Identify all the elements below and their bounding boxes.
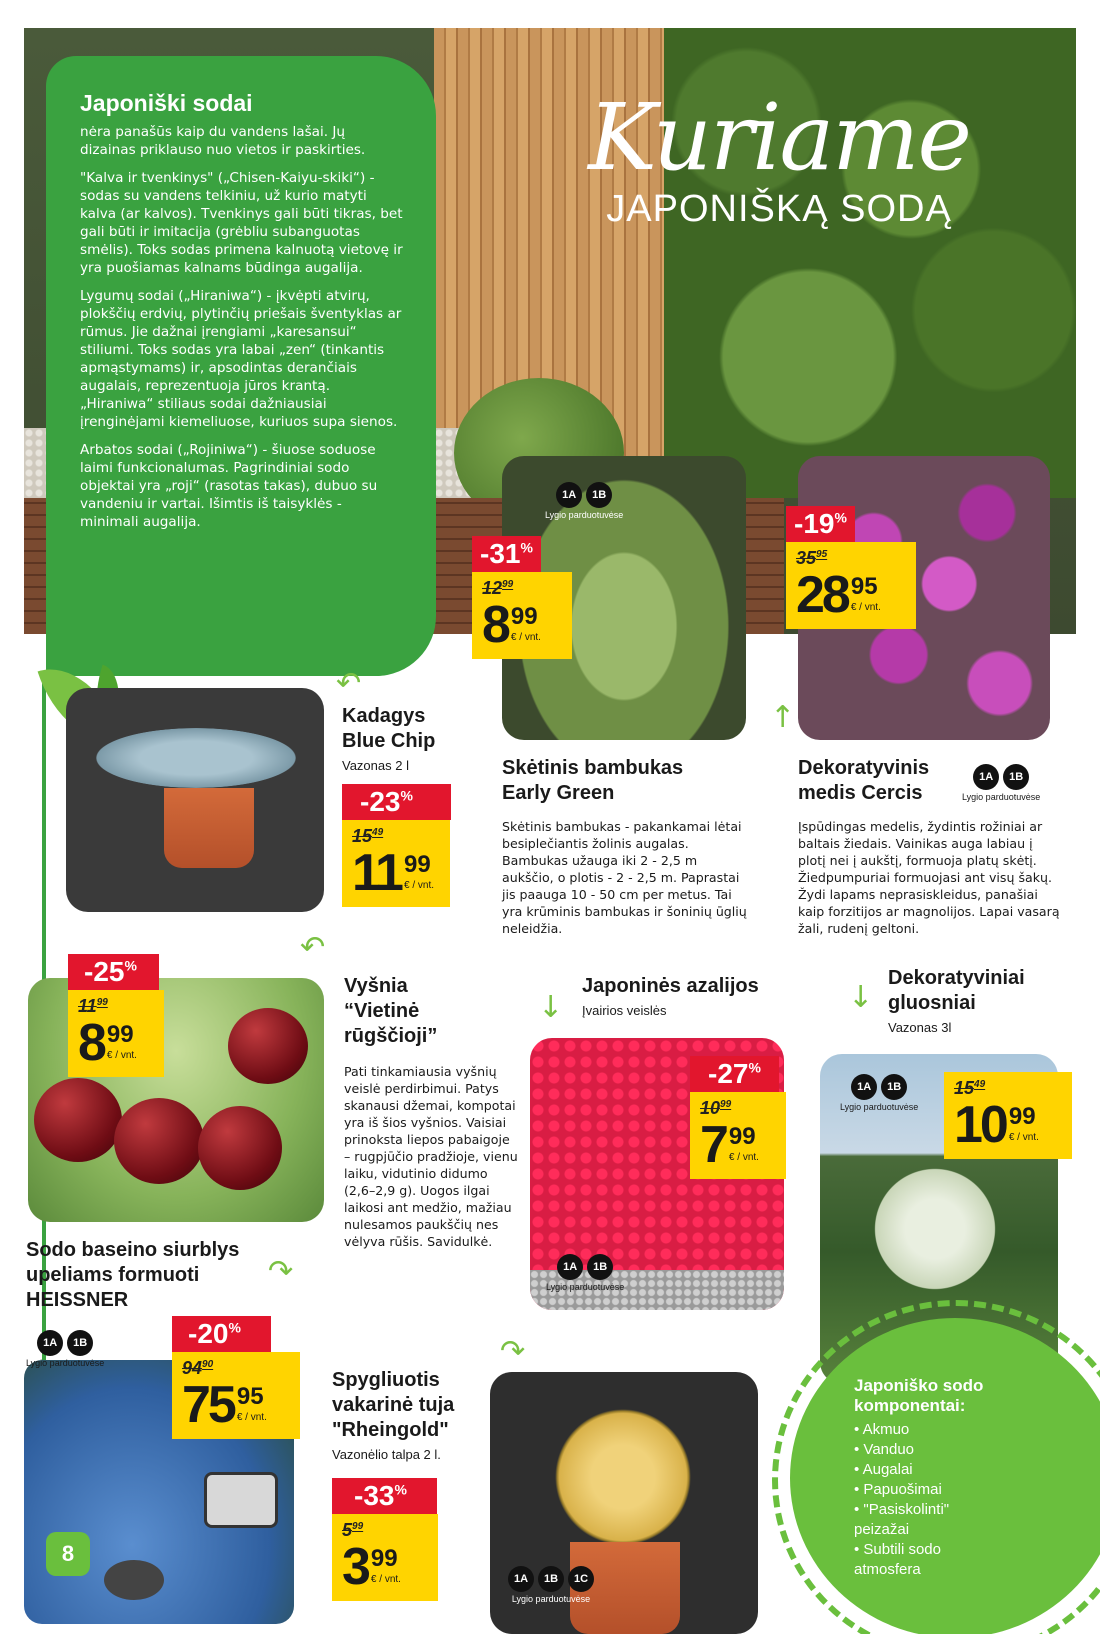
level-1a-icon: 1A [851, 1074, 877, 1100]
level-1a-icon: 1A [37, 1330, 63, 1356]
juniper-shrub [96, 728, 296, 788]
price-tag [172, 1316, 300, 1439]
components-title: Japoniško sodo komponentai: [854, 1376, 984, 1415]
old-price: $15^{49}$ [352, 826, 384, 846]
intro-paragraph: nėra panašūs kaip du vandens lašai. Jų dizainas priklauso nuo vietos ir paskirties. [80, 124, 366, 158]
price-tag [342, 784, 451, 907]
price-tag [332, 1478, 438, 1601]
product-name: Dekoratyviniai gluosniai [888, 967, 1025, 1014]
arrow-icon: ↷ [268, 1254, 294, 1289]
level-caption: Lygio parduotuvėse [26, 1358, 105, 1368]
product-description: Pati tinkamiausia vyšnių veislė perdirbimui. Patys skanausi džemai, kompotai yra iš šios vyšnios. Vaisiai prinoksta liepos pabaigoje – rugpjūčio pradžioje, vienu laiku, vidutinio didumo (2,6–2,9 g). Uogos ilgai laikosi ant medžio, mažiau nulesamos paukščių nes vėlyva rūšis. Savidulkė. [344, 1064, 518, 1249]
arrow-icon: ↓ [538, 990, 564, 1025]
old-price: $11^{99}$ [78, 996, 108, 1016]
level-1c-icon: 1C [568, 1566, 594, 1592]
new-price: 8 99 € / vnt. [482, 596, 541, 654]
list-item: • "Pasiskolinti" peizažai [854, 1500, 974, 1540]
level-1b-icon: 1B [881, 1074, 907, 1100]
store-level-badge [546, 1254, 624, 1292]
store-level-badge [545, 482, 623, 520]
list-item: • Subtili sodo atmosfera [854, 1540, 974, 1580]
product-willow [888, 966, 1025, 1035]
product-pump [26, 1238, 239, 1313]
store-level-badge [840, 1074, 918, 1112]
kadagys-photo [66, 688, 324, 912]
price-tag [944, 1072, 1072, 1159]
level-1a-icon: 1A [557, 1254, 583, 1280]
level-caption: Lygio parduotuvėse [546, 1282, 625, 1292]
page-number: 8 [46, 1532, 90, 1576]
new-price: 75 95 € / vnt. [182, 1376, 267, 1434]
store-level-badge [962, 764, 1040, 802]
list-item: • Vanduo [854, 1440, 1100, 1460]
hero-subtitle: JAPONIŠKĄ SODĄ [606, 188, 952, 230]
level-1b-icon: 1B [538, 1566, 564, 1592]
cherry-fruit [198, 1106, 282, 1190]
price-tag [786, 506, 916, 629]
cherry-fruit [114, 1098, 204, 1184]
product-name: Spygliuotis vakarinė tuja "Rheingold" [332, 1369, 455, 1441]
intro-panel [46, 56, 436, 676]
new-price: 3 99 € / vnt. [342, 1538, 401, 1596]
willow-tree [860, 1164, 1010, 1294]
product-description: Įspūdingas medelis, žydintis rožiniai ar baltais žiedais. Vainikas auga labiau į plotį nei į aukštį, formuoja platų skėtį. Žiedpumpuriai formuojasi ant visų šakų. Žydi lapams neprasiskleidus, panašiai kaip forzitijos ar magnolijos. Lapai vasarą žali, rudenį geltoni. [798, 819, 1060, 936]
old-price: $94^{90}$ [182, 1358, 214, 1378]
new-price: 8 99 € / vnt. [78, 1014, 137, 1072]
flower-pot [164, 788, 254, 868]
pump-device [104, 1560, 164, 1600]
price-tag [68, 954, 164, 1077]
arrow-icon: ↶ [336, 666, 362, 701]
new-price: 7 99 € / vnt. [700, 1116, 759, 1174]
product-name: Kadagys Blue Chip [342, 705, 436, 752]
new-price: 11 99 € / vnt. [352, 844, 434, 902]
level-1b-icon: 1B [67, 1330, 93, 1356]
old-price: $5^{99}$ [342, 1520, 364, 1540]
hero-script-title: Kuriame [588, 84, 970, 191]
product-subtitle: Įvairios veislės [582, 1003, 667, 1018]
discount-badge: -27% [690, 1056, 779, 1092]
product-kadagys [342, 704, 435, 773]
level-caption: Lygio parduotuvėse [545, 510, 624, 520]
product-bamboo [502, 756, 752, 937]
product-name: Dekoratyvinis medis Cercis [798, 757, 930, 804]
discount-badge: -19% [786, 506, 855, 542]
new-price: 10 99 € / vnt. [954, 1096, 1039, 1154]
intro-paragraph: Lygumų sodai („Hiraniwa“) - įkvėpti atvirų, plokščių erdvių, plytinčių priešais šventyklas ar rūmus. Jie dažnai įrengiami „karesansui“ stiliumi. Toks sodas yra labai „zen“ (tinkantis apmąstymams) ir, apsodintas derančiais augalais, reprezentuoja jūros krantą. „Hiraniwa“ stiliaus sodai dažniausiai įrenginėjami kiemeliuose, kuriuos supa sienos. [80, 288, 402, 430]
discount-badge: -31% [472, 536, 541, 572]
intro-paragraph: "Kalva ir tvenkinys" („Chisen-Kaiyu-skiki“) - sodas su vandens telkiniu, už kurio matyti kalva (ar kalvos). Tvenkinys gali būti tikras, bet gali būti ir imitacija (grėbliu subanguotas smėlis). Toks sodas primena kalnuotą vietovę ir yra puošiamas kalnams būdinga augalija. [80, 170, 403, 276]
level-caption: Lygio parduotuvėse [840, 1102, 919, 1112]
price-tag [472, 536, 572, 659]
list-item: • Augalai [854, 1460, 1100, 1480]
components-list [854, 1420, 1100, 1580]
pump-device [204, 1472, 278, 1528]
product-name: Sodo baseino siurblys upeliams formuoti HEISSNER [26, 1239, 240, 1311]
product-name: Vyšnia “Vietinė rūgščioji” [344, 975, 438, 1047]
level-caption: Lygio parduotuvėse [962, 792, 1041, 802]
components-bubble [790, 1318, 1100, 1634]
product-subtitle: Vazonėlio talpa 2 l. [332, 1447, 441, 1462]
level-1b-icon: 1B [587, 1254, 613, 1280]
intro-title: Japoniški sodai [80, 90, 253, 116]
hero-heading [588, 84, 970, 231]
product-subtitle: Vazonas 2 l [342, 758, 409, 773]
product-azalea [582, 974, 759, 1018]
arrow-icon: ↶ [300, 930, 326, 965]
old-price: $35^{95}$ [796, 548, 828, 568]
level-1b-icon: 1B [1003, 764, 1029, 790]
list-item: • Papuošimai [854, 1480, 1100, 1500]
store-level-badge [508, 1566, 594, 1604]
new-price: 28 95 € / vnt. [796, 566, 881, 624]
cherry-fruit [34, 1078, 122, 1162]
old-price: $15^{49}$ [954, 1078, 986, 1098]
cherry-fruit [228, 1008, 308, 1084]
old-price: $10^{99}$ [700, 1098, 732, 1118]
level-1a-icon: 1A [973, 764, 999, 790]
level-1b-icon: 1B [586, 482, 612, 508]
discount-badge: -25% [68, 954, 159, 990]
store-level-badge [26, 1330, 104, 1368]
discount-badge: -23% [342, 784, 451, 820]
product-subtitle: Vazonas 3l [888, 1020, 952, 1035]
old-price: $12^{99}$ [482, 578, 514, 598]
arrow-icon: ↷ [500, 1334, 526, 1369]
discount-badge: -33% [332, 1478, 437, 1514]
product-name: Japoninės azalijos [582, 975, 759, 997]
arrow-icon: ↑ [770, 700, 796, 735]
price-tag [690, 1056, 786, 1179]
product-tuja [332, 1368, 454, 1462]
arrow-icon: ↓ [848, 980, 874, 1015]
intro-paragraph: Arbatos sodai („Rojiniwa“) - šiuose soduose laimi funkcionalumas. Pagrindiniai sodo objektai yra „roji“ (rasotas takas), dubuo su vandeniu ir vartai. Išimtis iš taisyklės - minimali augalija. [80, 442, 378, 530]
level-1a-icon: 1A [556, 482, 582, 508]
level-caption: Lygio parduotuvėse [511, 1594, 591, 1604]
list-item: • Akmuo [854, 1420, 1100, 1440]
level-1a-icon: 1A [508, 1566, 534, 1592]
product-name: Skėtinis bambukas Early Green [502, 757, 684, 804]
thuja-shrub [548, 1402, 698, 1552]
product-description: Skėtinis bambukas - pakankamai lėtai besiplečiantis žolinis augalas. Bambukas užauga iki 2 - 2,5 m aukščio, o plotis - 2 - 2,5 m. Paprastai jis paauga 10 - 50 cm per metus. Tai yra krūminis bambukas ir šoninių ūglių neleidžia. [502, 819, 747, 936]
product-cherry [344, 974, 520, 1250]
discount-badge: -20% [172, 1316, 271, 1352]
